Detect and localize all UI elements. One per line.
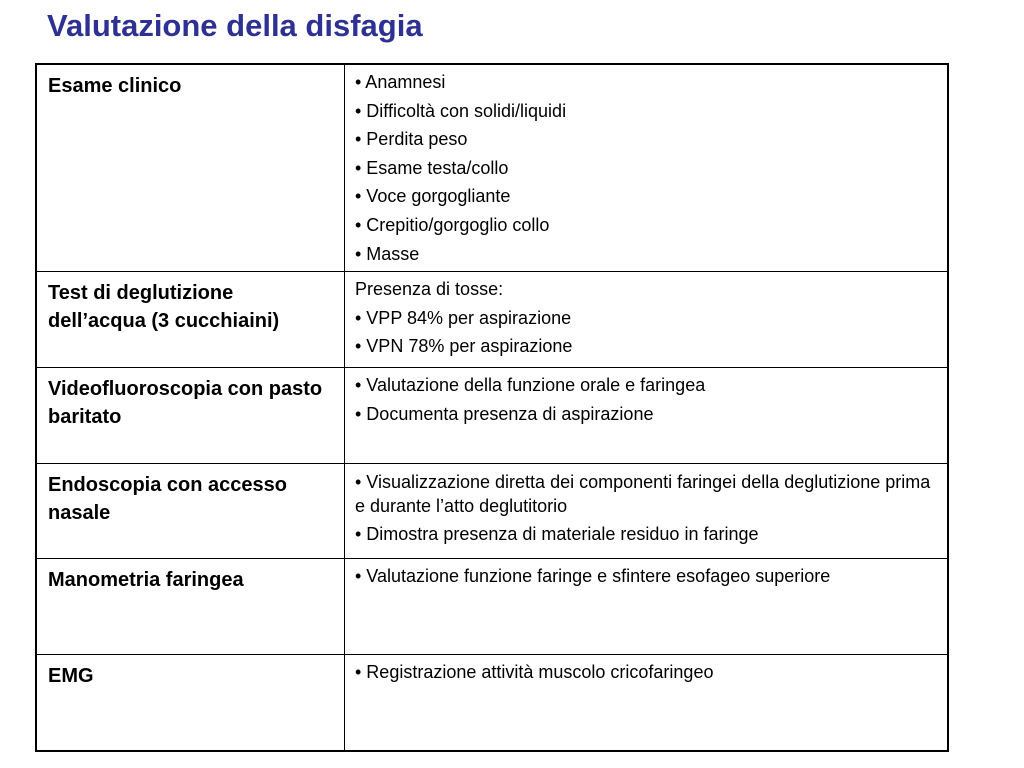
list-item: • Valutazione della funzione orale e faringea bbox=[355, 375, 706, 396]
table-row bbox=[36, 64, 948, 272]
evaluation-table bbox=[35, 63, 949, 752]
list-item: • Masse bbox=[355, 243, 420, 264]
list-item: • VPP 84% per aspirazione bbox=[355, 307, 572, 328]
row-label: Esame clinico bbox=[48, 75, 182, 97]
list-item: • Dimostra presenza di materiale residuo in faringe bbox=[355, 524, 759, 545]
row-content-cell bbox=[345, 655, 949, 751]
row-content-cell bbox=[345, 464, 949, 559]
list-item: • Documenta presenza di aspirazione bbox=[355, 403, 654, 424]
row-label-cell bbox=[36, 655, 345, 751]
table-row bbox=[36, 655, 948, 751]
row-label: EMG bbox=[48, 665, 94, 688]
row-content-cell bbox=[345, 64, 949, 272]
list-item: • Voce gorgogliante bbox=[355, 186, 511, 207]
table-row bbox=[36, 464, 948, 559]
table-row bbox=[36, 272, 948, 368]
list-item: Presenza di tosse: bbox=[355, 279, 504, 300]
list-item: • Registrazione attività muscolo cricofaringeo bbox=[355, 662, 714, 683]
list-item: • Difficoltà con solidi/liquidi bbox=[355, 100, 567, 121]
table-row bbox=[36, 368, 948, 464]
row-label: Manometria faringea bbox=[48, 569, 244, 592]
row-content-cell bbox=[345, 368, 949, 464]
list-item: • Valutazione funzione faringe e sfintere esofageo superiore bbox=[355, 566, 831, 587]
row-label-cell bbox=[36, 64, 345, 272]
list-item: • Perdita peso bbox=[355, 129, 468, 150]
row-label-cell bbox=[36, 464, 345, 559]
list-item: • VPN 78% per aspirazione bbox=[355, 336, 573, 357]
list-item: • Esame testa/collo bbox=[355, 157, 509, 178]
row-label-cell bbox=[36, 559, 345, 655]
row-content-cell bbox=[345, 559, 949, 655]
row-content-cell bbox=[345, 272, 949, 368]
row-label: Endoscopia con accesso nasale bbox=[48, 474, 287, 525]
row-label: Test di deglutizione dell’acqua (3 cucchiaini) bbox=[48, 282, 280, 333]
page-title: Valutazione della disfagia bbox=[47, 8, 423, 43]
list-item: • Visualizzazione diretta dei componenti faringei della deglutizione prima e durante l’atto deglutitorio bbox=[355, 472, 931, 517]
row-label-cell bbox=[36, 368, 345, 464]
list-item: • Crepitio/gorgoglio collo bbox=[355, 214, 550, 235]
row-label: Videofluoroscopia con pasto baritato bbox=[48, 378, 323, 429]
row-label-cell bbox=[36, 272, 345, 368]
list-item: • Anamnesi bbox=[355, 72, 446, 92]
table-row bbox=[36, 559, 948, 655]
